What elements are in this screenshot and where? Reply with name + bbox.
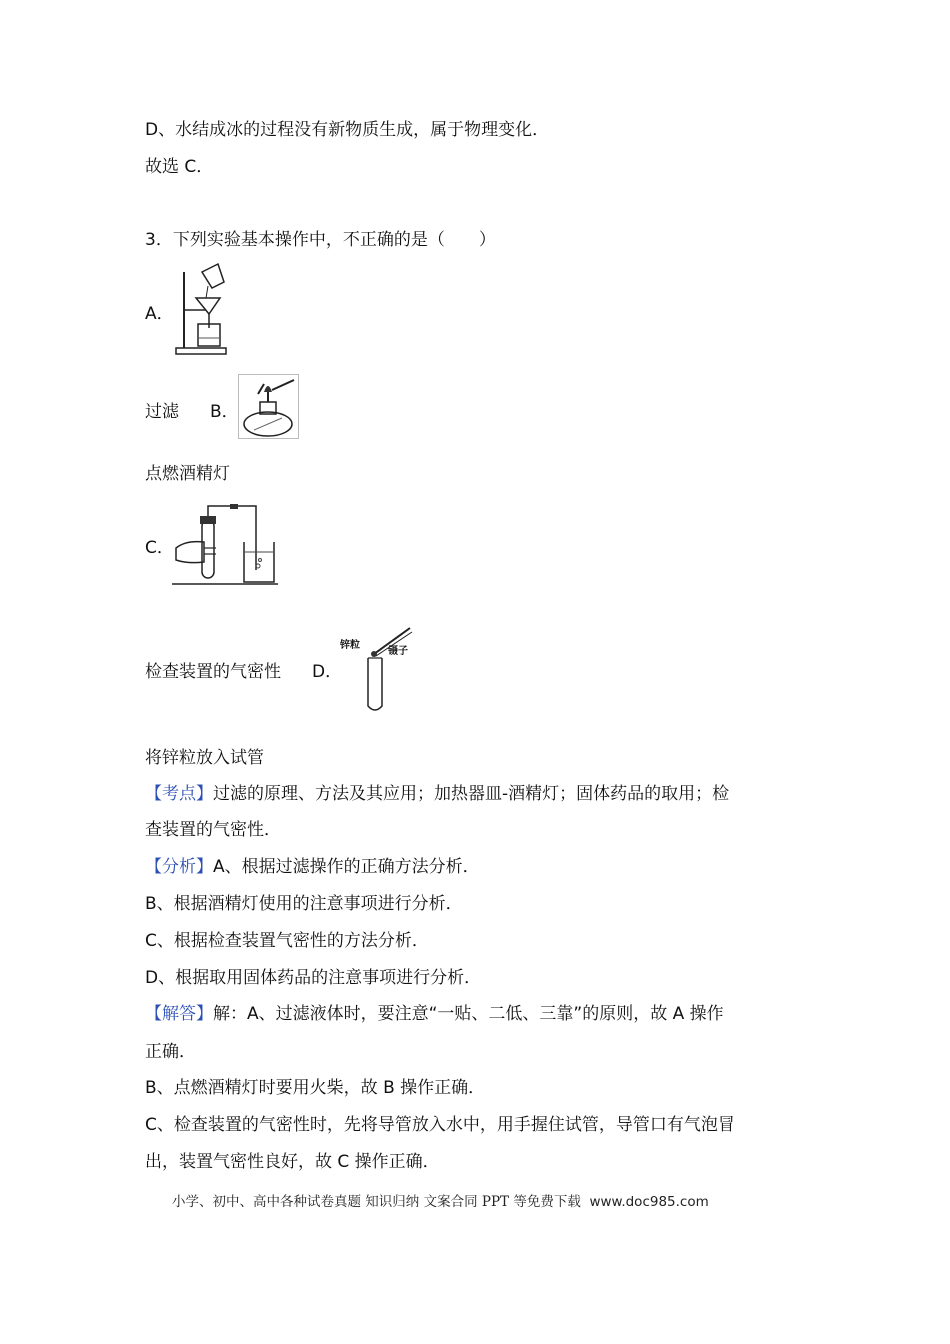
- jieda-line-4: C、检查装置的气密性时，先将导管放入水中，用手握住试管，导管口有气泡冒: [145, 1115, 735, 1135]
- answer-choice: 故选 C．: [145, 157, 214, 177]
- zinc-granule-diagram: [338, 624, 418, 716]
- answer-line-d: D、水结成冰的过程没有新物质生成，属于物理变化．: [145, 120, 550, 140]
- option-a-caption: 过滤: [145, 402, 179, 422]
- question-3: 3．下列实验基本操作中，不正确的是（ ）: [145, 230, 496, 250]
- footer-text: 小学、初中、高中各种试卷真题 知识归纳 文案合同 PPT 等免费下载: [172, 1194, 581, 1210]
- jieda-tag: 【解答】: [145, 1004, 213, 1024]
- fenxi-tag: 【分析】: [145, 857, 213, 877]
- option-d-label: D．: [312, 662, 343, 682]
- filtration-diagram: [172, 262, 230, 356]
- jieda-line-5: 出，装置气密性良好，故 C 操作正确．: [145, 1152, 440, 1172]
- fenxi-line-2: B、根据酒精灯使用的注意事项进行分析．: [145, 894, 463, 914]
- jieda-line-3: B、点燃酒精灯时要用火柴，故 B 操作正确．: [145, 1078, 486, 1098]
- jieda-text: 解：A、过滤液体时，要注意“一贴、二低、三靠”的原则，故 A 操作: [213, 1004, 724, 1024]
- alcohol-lamp-diagram: [238, 374, 300, 440]
- jieda-line-2: 正确．: [145, 1042, 196, 1062]
- kaodian-tag: 【考点】: [145, 784, 213, 804]
- zinc-granule-label: 锌粒: [340, 640, 360, 651]
- fenxi-line-4: D、根据取用固体药品的注意事项进行分析．: [145, 968, 482, 988]
- fenxi-text: A、根据过滤操作的正确方法分析．: [213, 857, 480, 877]
- fenxi-line-1: [145, 855, 480, 879]
- footer: [172, 1190, 709, 1210]
- jieda-line-1: [145, 1002, 724, 1026]
- kaodian-text: 过滤的原理、方法及其应用；加热器皿-酒精灯；固体药品的取用；检: [213, 784, 730, 804]
- footer-link[interactable]: www.doc985.com: [589, 1194, 709, 1210]
- option-b-caption: 点燃酒精灯: [145, 464, 230, 484]
- option-d-caption: 将锌粒放入试管: [145, 748, 264, 768]
- option-c-label: C．: [145, 538, 174, 558]
- airtightness-check-diagram: [172, 502, 280, 586]
- option-a-label: A．: [145, 304, 174, 324]
- tweezers-label: 镊子: [388, 646, 408, 657]
- fenxi-line-3: C、根据检查装置气密性的方法分析．: [145, 931, 429, 951]
- kaodian-line-2: 查装置的气密性．: [145, 820, 281, 840]
- option-c-caption: 检查装置的气密性: [145, 662, 281, 682]
- option-b-label: B．: [210, 402, 239, 422]
- kaodian-line-1: [145, 782, 729, 806]
